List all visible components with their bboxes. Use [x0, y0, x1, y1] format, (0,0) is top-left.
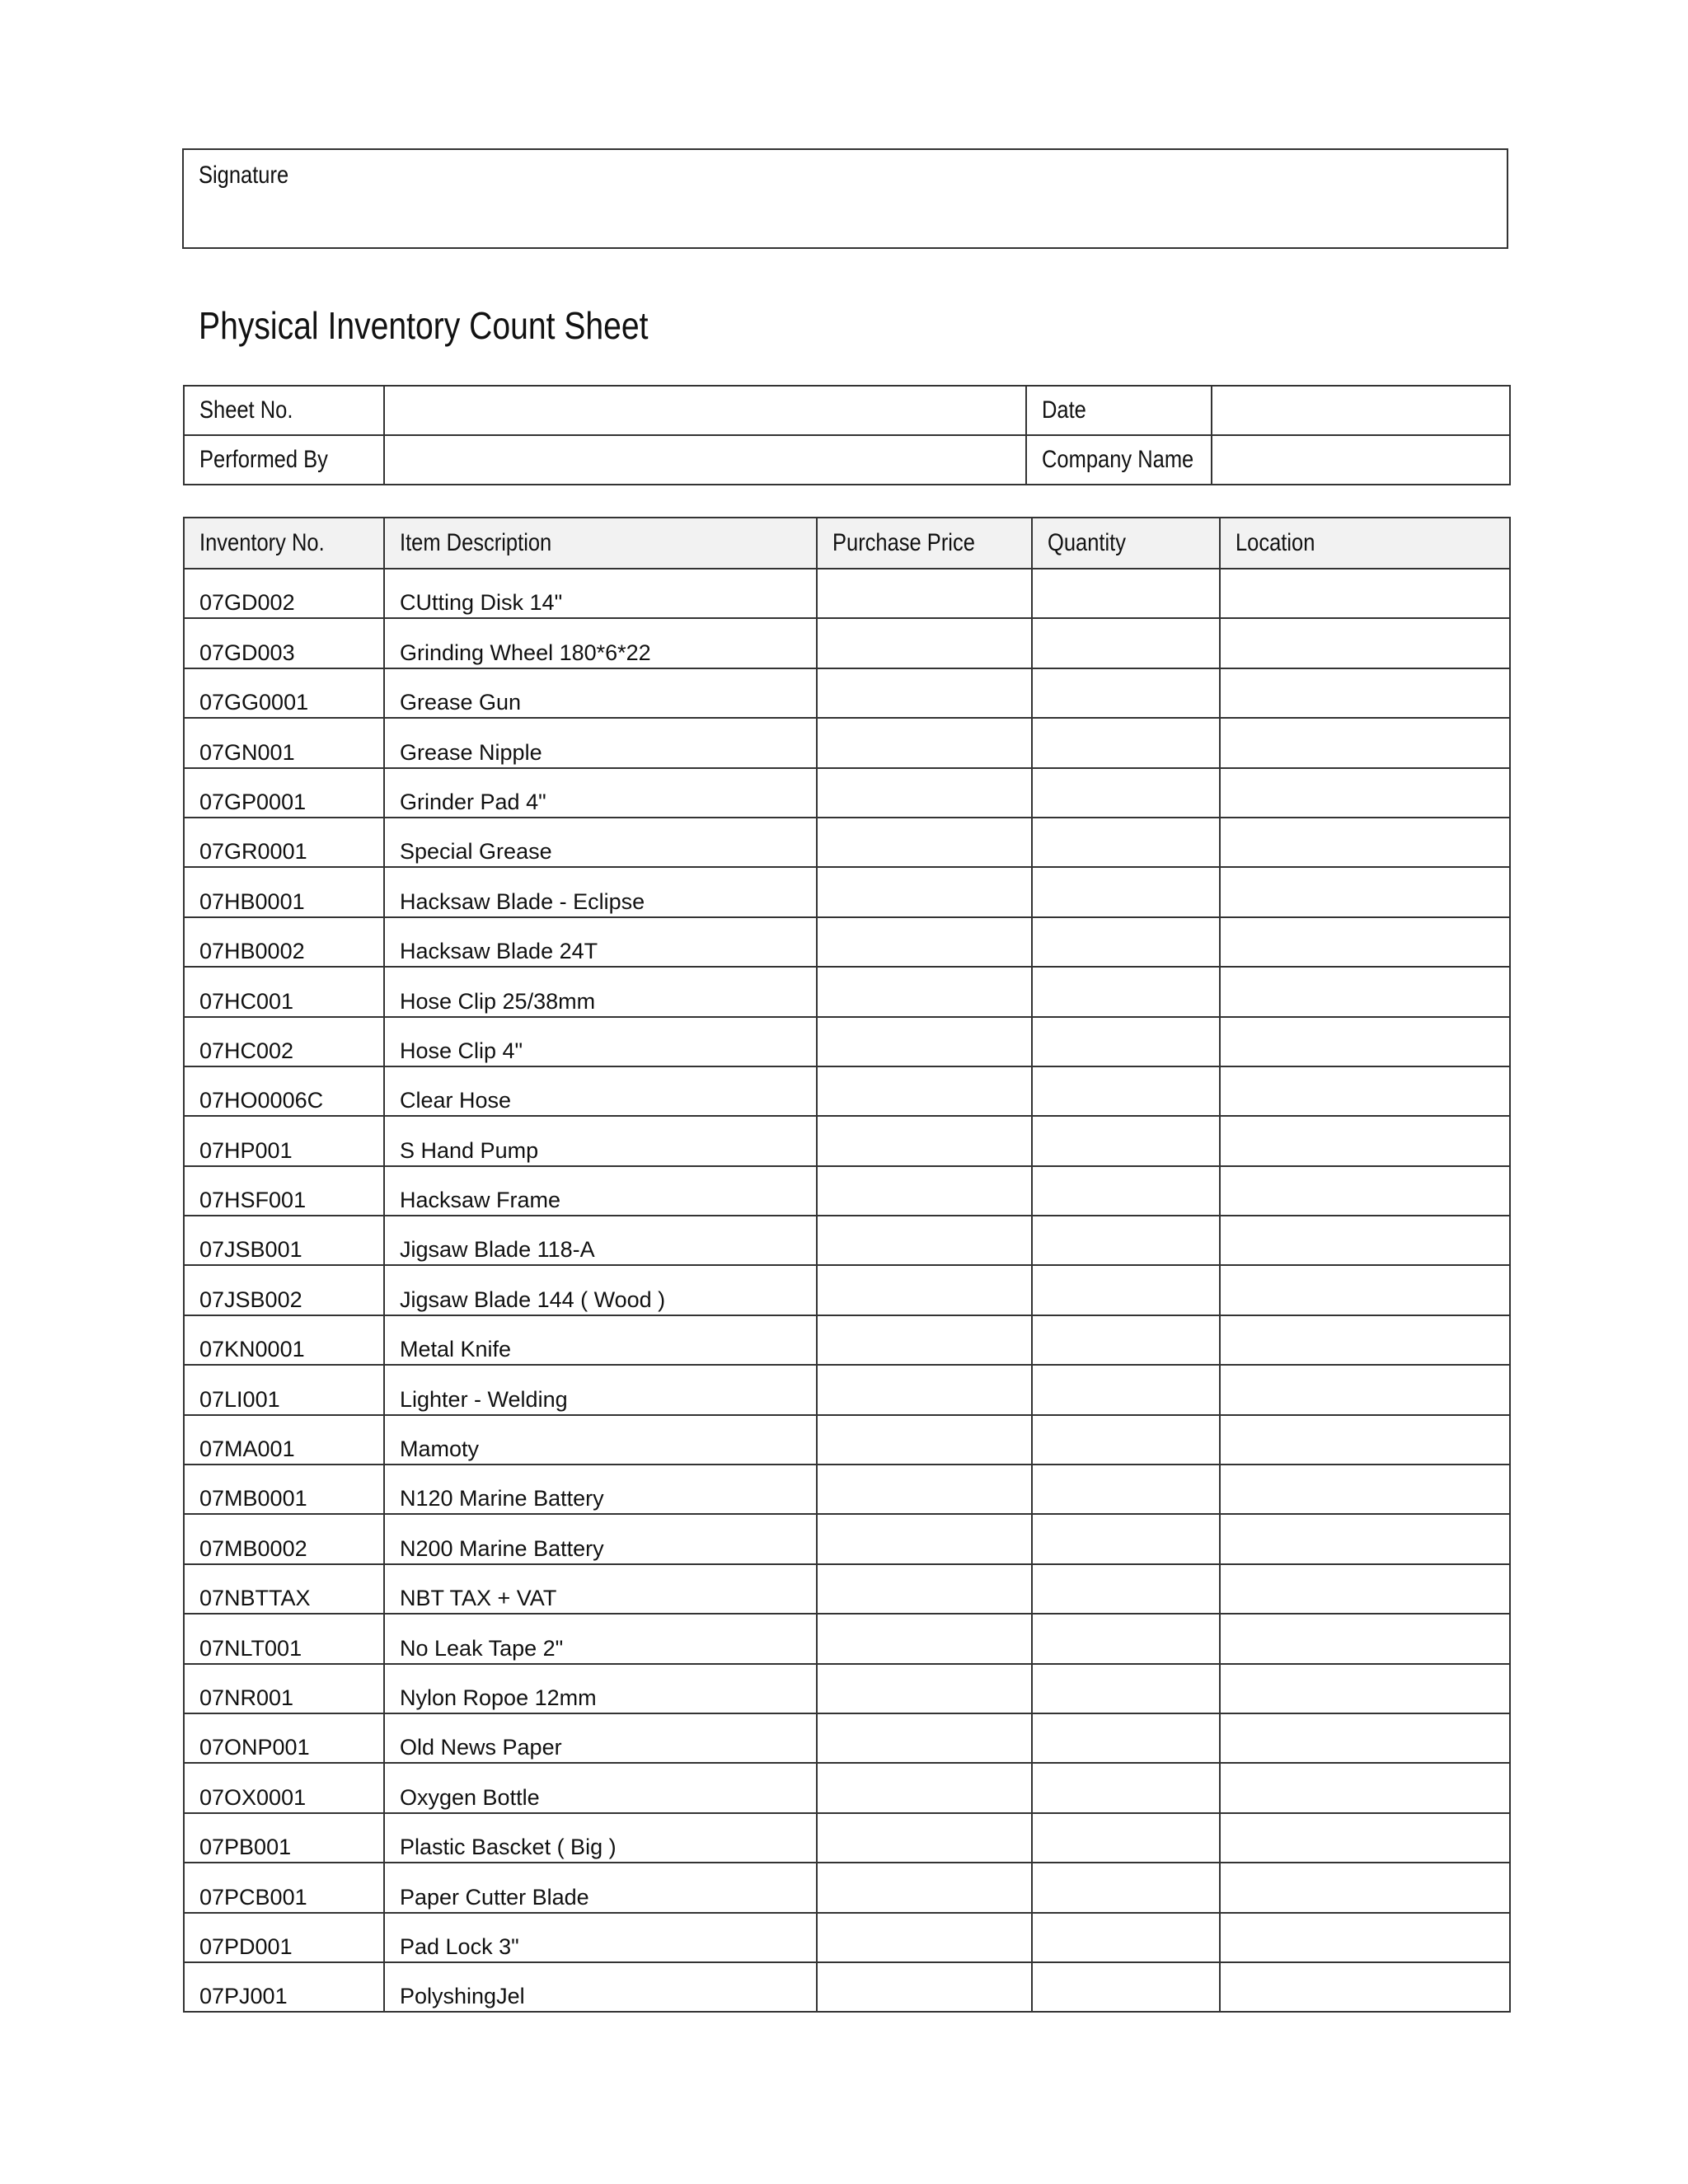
- inventory-no-cell: 07GD003: [184, 618, 384, 668]
- table-row: [184, 1713, 1510, 1763]
- company-name-label: Company Name: [1042, 446, 1194, 473]
- quantity-field[interactable]: [1032, 1564, 1220, 1614]
- item-description-cell: Pad Lock 3": [384, 1913, 817, 1962]
- table-row: [184, 1116, 1510, 1165]
- location-field[interactable]: [1220, 1216, 1510, 1265]
- table-row: [184, 1763, 1510, 1812]
- quantity-field[interactable]: [1032, 1166, 1220, 1216]
- inventory-no-cell: 07GR0001: [184, 818, 384, 867]
- inventory-no-cell: 07MA001: [184, 1415, 384, 1465]
- quantity-field[interactable]: [1032, 668, 1220, 718]
- date-label-cell: [1026, 386, 1212, 435]
- inventory-no-cell: 07LI001: [184, 1365, 384, 1414]
- item-description-cell: Old News Paper: [384, 1713, 817, 1763]
- table-row: [184, 1265, 1510, 1315]
- quantity-field[interactable]: [1032, 917, 1220, 967]
- inventory-no-cell: 07HB0001: [184, 867, 384, 916]
- quantity-field[interactable]: [1032, 1116, 1220, 1165]
- location-field[interactable]: [1220, 1514, 1510, 1563]
- location-field[interactable]: [1220, 1813, 1510, 1863]
- table-row: [184, 1017, 1510, 1066]
- location-field[interactable]: [1220, 569, 1510, 618]
- signature-box[interactable]: [182, 148, 1508, 249]
- quantity-field[interactable]: [1032, 1315, 1220, 1365]
- table-row: [184, 618, 1510, 668]
- table-row: [184, 1514, 1510, 1563]
- header-inventory-no-text: Inventory No.: [199, 529, 325, 556]
- item-description-cell: NBT TAX + VAT: [384, 1564, 817, 1614]
- table-row: [184, 1315, 1510, 1365]
- quantity-field[interactable]: [1032, 1664, 1220, 1713]
- performed-by-label-cell: [184, 435, 384, 485]
- location-field[interactable]: [1220, 1564, 1510, 1614]
- table-row: [184, 917, 1510, 967]
- location-field[interactable]: [1220, 1116, 1510, 1165]
- header-purchase-price: [817, 518, 1032, 569]
- table-row: [184, 1564, 1510, 1614]
- header-location-text: Location: [1236, 529, 1315, 556]
- location-field[interactable]: [1220, 1017, 1510, 1066]
- info-row-performer: [184, 435, 1510, 485]
- quantity-field[interactable]: [1032, 718, 1220, 767]
- item-description-cell: Hacksaw Blade - Eclipse: [384, 867, 817, 916]
- table-row: [184, 1166, 1510, 1216]
- table-row: [184, 1465, 1510, 1514]
- inventory-no-cell: 07JSB002: [184, 1265, 384, 1315]
- header-item-description-text: Item Description: [400, 529, 552, 556]
- sheet-no-label-cell: [184, 386, 384, 435]
- location-field[interactable]: [1220, 1713, 1510, 1763]
- location-field[interactable]: [1220, 768, 1510, 818]
- purchase-price-field[interactable]: [817, 718, 1032, 767]
- performed-by-label: Performed By: [199, 446, 328, 473]
- quantity-field[interactable]: [1032, 1017, 1220, 1066]
- inventory-no-cell: 07NBTTAX: [184, 1564, 384, 1614]
- page-title-text: Physical Inventory Count Sheet: [199, 304, 649, 347]
- table-row: [184, 668, 1510, 718]
- quantity-field[interactable]: [1032, 1465, 1220, 1514]
- quantity-field[interactable]: [1032, 1713, 1220, 1763]
- purchase-price-field[interactable]: [817, 618, 1032, 668]
- purchase-price-field[interactable]: [817, 1763, 1032, 1812]
- inventory-no-cell: 07HSF001: [184, 1166, 384, 1216]
- location-field[interactable]: [1220, 1913, 1510, 1962]
- item-description-cell: Grease Gun: [384, 668, 817, 718]
- table-row: [184, 967, 1510, 1016]
- date-field[interactable]: [1212, 386, 1510, 435]
- header-inventory-no: [184, 518, 384, 569]
- quantity-field[interactable]: [1032, 1265, 1220, 1315]
- item-description-cell: Grinder Pad 4": [384, 768, 817, 818]
- inventory-body: [184, 569, 1510, 2012]
- inventory-no-cell: 07HP001: [184, 1116, 384, 1165]
- quantity-field[interactable]: [1032, 1813, 1220, 1863]
- purchase-price-field[interactable]: [817, 867, 1032, 916]
- item-description-cell: Clear Hose: [384, 1066, 817, 1116]
- page-title: [199, 303, 728, 348]
- inventory-no-cell: 07PCB001: [184, 1863, 384, 1912]
- quantity-field[interactable]: [1032, 618, 1220, 668]
- quantity-field[interactable]: [1032, 967, 1220, 1016]
- item-description-cell: Hose Clip 4": [384, 1017, 817, 1066]
- purchase-price-field[interactable]: [817, 1066, 1032, 1116]
- location-field[interactable]: [1220, 1664, 1510, 1713]
- location-field[interactable]: [1220, 1315, 1510, 1365]
- company-name-label-cell: [1026, 435, 1212, 485]
- quantity-field[interactable]: [1032, 1216, 1220, 1265]
- purchase-price-field[interactable]: [817, 1614, 1032, 1663]
- quantity-field[interactable]: [1032, 1514, 1220, 1563]
- header-quantity-text: Quantity: [1048, 529, 1126, 556]
- date-label: Date: [1042, 396, 1086, 424]
- sheet-info-table: [183, 385, 1511, 485]
- table-row: [184, 1913, 1510, 1962]
- item-description-cell: PolyshingJel: [384, 1962, 817, 2012]
- inventory-no-cell: 07PB001: [184, 1813, 384, 1863]
- inventory-no-cell: 07HC002: [184, 1017, 384, 1066]
- item-description-cell: Jigsaw Blade 144 ( Wood ): [384, 1265, 817, 1315]
- inventory-no-cell: 07GN001: [184, 718, 384, 767]
- location-field[interactable]: [1220, 818, 1510, 867]
- quantity-field[interactable]: [1032, 768, 1220, 818]
- item-description-cell: S Hand Pump: [384, 1116, 817, 1165]
- inventory-no-cell: 07MB0002: [184, 1514, 384, 1563]
- purchase-price-field[interactable]: [817, 1216, 1032, 1265]
- purchase-price-field[interactable]: [817, 917, 1032, 967]
- quantity-field[interactable]: [1032, 1962, 1220, 2012]
- quantity-field[interactable]: [1032, 569, 1220, 618]
- purchase-price-field[interactable]: [817, 1564, 1032, 1614]
- item-description-cell: N120 Marine Battery: [384, 1465, 817, 1514]
- location-field[interactable]: [1220, 1365, 1510, 1414]
- purchase-price-field[interactable]: [817, 1664, 1032, 1713]
- quantity-field[interactable]: [1032, 1415, 1220, 1465]
- quantity-field[interactable]: [1032, 818, 1220, 867]
- purchase-price-field[interactable]: [817, 1265, 1032, 1315]
- purchase-price-field[interactable]: [817, 1962, 1032, 2012]
- purchase-price-field[interactable]: [817, 1465, 1032, 1514]
- item-description-cell: N200 Marine Battery: [384, 1514, 817, 1563]
- inventory-no-cell: 07GG0001: [184, 668, 384, 718]
- quantity-field[interactable]: [1032, 867, 1220, 916]
- inventory-no-cell: 07MB0001: [184, 1465, 384, 1514]
- location-field[interactable]: [1220, 1265, 1510, 1315]
- sheet-no-field[interactable]: [384, 386, 1026, 435]
- item-description-cell: Grinding Wheel 180*6*22: [384, 618, 817, 668]
- performed-by-field[interactable]: [384, 435, 1026, 485]
- table-row: [184, 1813, 1510, 1863]
- quantity-field[interactable]: [1032, 1913, 1220, 1962]
- purchase-price-field[interactable]: [817, 1315, 1032, 1365]
- item-description-cell: Metal Knife: [384, 1315, 817, 1365]
- location-field[interactable]: [1220, 1962, 1510, 2012]
- table-row: [184, 1614, 1510, 1663]
- header-purchase-price-text: Purchase Price: [832, 529, 975, 556]
- location-field[interactable]: [1220, 1066, 1510, 1116]
- table-row: [184, 1365, 1510, 1414]
- item-description-cell: Nylon Ropoe 12mm: [384, 1664, 817, 1713]
- location-field[interactable]: [1220, 1166, 1510, 1216]
- purchase-price-field[interactable]: [817, 1813, 1032, 1863]
- table-row: [184, 1863, 1510, 1912]
- location-field[interactable]: [1220, 1863, 1510, 1912]
- purchase-price-field[interactable]: [817, 1116, 1032, 1165]
- table-row: [184, 1216, 1510, 1265]
- table-row: [184, 1664, 1510, 1713]
- purchase-price-field[interactable]: [817, 1017, 1032, 1066]
- info-row-sheet: [184, 386, 1510, 435]
- item-description-cell: Paper Cutter Blade: [384, 1863, 817, 1912]
- table-row: [184, 1962, 1510, 2012]
- item-description-cell: Lighter - Welding: [384, 1365, 817, 1414]
- purchase-price-field[interactable]: [817, 1365, 1032, 1414]
- item-description-cell: Hacksaw Frame: [384, 1166, 817, 1216]
- table-row: [184, 867, 1510, 916]
- inventory-no-cell: 07PJ001: [184, 1962, 384, 2012]
- table-row: [184, 1066, 1510, 1116]
- purchase-price-field[interactable]: [817, 1166, 1032, 1216]
- item-description-cell: Hacksaw Blade 24T: [384, 917, 817, 967]
- location-field[interactable]: [1220, 867, 1510, 916]
- inventory-no-cell: 07OX0001: [184, 1763, 384, 1812]
- inventory-no-cell: 07HC001: [184, 967, 384, 1016]
- purchase-price-field[interactable]: [817, 1713, 1032, 1763]
- company-name-field[interactable]: [1212, 435, 1510, 485]
- item-description-cell: Jigsaw Blade 118-A: [384, 1216, 817, 1265]
- purchase-price-field[interactable]: [817, 1913, 1032, 1962]
- table-row: [184, 718, 1510, 767]
- quantity-field[interactable]: [1032, 1066, 1220, 1116]
- inventory-no-cell: 07NR001: [184, 1664, 384, 1713]
- inventory-no-cell: 07GP0001: [184, 768, 384, 818]
- purchase-price-field[interactable]: [817, 569, 1032, 618]
- item-description-cell: Oxygen Bottle: [384, 1763, 817, 1812]
- inventory-no-cell: 07KN0001: [184, 1315, 384, 1365]
- item-description-cell: Grease Nipple: [384, 718, 817, 767]
- location-field[interactable]: [1220, 1415, 1510, 1465]
- inventory-no-cell: 07HO0006C: [184, 1066, 384, 1116]
- inventory-header-row: [184, 518, 1510, 569]
- quantity-field[interactable]: [1032, 1763, 1220, 1812]
- inventory-no-cell: 07GD002: [184, 569, 384, 618]
- item-description-cell: Mamoty: [384, 1415, 817, 1465]
- table-row: [184, 1415, 1510, 1465]
- item-description-cell: Special Grease: [384, 818, 817, 867]
- table-row: [184, 818, 1510, 867]
- location-field[interactable]: [1220, 618, 1510, 668]
- inventory-table: [183, 517, 1511, 2013]
- purchase-price-field[interactable]: [817, 818, 1032, 867]
- location-field[interactable]: [1220, 718, 1510, 767]
- location-field[interactable]: [1220, 668, 1510, 718]
- signature-label: Signature: [199, 162, 289, 189]
- table-row: [184, 768, 1510, 818]
- purchase-price-field[interactable]: [817, 1514, 1032, 1563]
- sheet-no-label: Sheet No.: [199, 396, 293, 424]
- location-field[interactable]: [1220, 967, 1510, 1016]
- location-field[interactable]: [1220, 1465, 1510, 1514]
- location-field[interactable]: [1220, 1763, 1510, 1812]
- item-description-cell: Plastic Bascket ( Big ): [384, 1813, 817, 1863]
- item-description-cell: Hose Clip 25/38mm: [384, 967, 817, 1016]
- item-description-cell: No Leak Tape 2": [384, 1614, 817, 1663]
- quantity-field[interactable]: [1032, 1863, 1220, 1912]
- header-location: [1220, 518, 1510, 569]
- inventory-no-cell: 07NLT001: [184, 1614, 384, 1663]
- inventory-no-cell: 07JSB001: [184, 1216, 384, 1265]
- purchase-price-field[interactable]: [817, 768, 1032, 818]
- quantity-field[interactable]: [1032, 1614, 1220, 1663]
- purchase-price-field[interactable]: [817, 1863, 1032, 1912]
- purchase-price-field[interactable]: [817, 1415, 1032, 1465]
- location-field[interactable]: [1220, 1614, 1510, 1663]
- table-row: [184, 569, 1510, 618]
- header-item-description: [384, 518, 817, 569]
- item-description-cell: CUtting Disk 14": [384, 569, 817, 618]
- header-quantity: [1032, 518, 1220, 569]
- location-field[interactable]: [1220, 917, 1510, 967]
- quantity-field[interactable]: [1032, 1365, 1220, 1414]
- inventory-no-cell: 07HB0002: [184, 917, 384, 967]
- inventory-no-cell: 07PD001: [184, 1913, 384, 1962]
- purchase-price-field[interactable]: [817, 967, 1032, 1016]
- inventory-no-cell: 07ONP001: [184, 1713, 384, 1763]
- purchase-price-field[interactable]: [817, 668, 1032, 718]
